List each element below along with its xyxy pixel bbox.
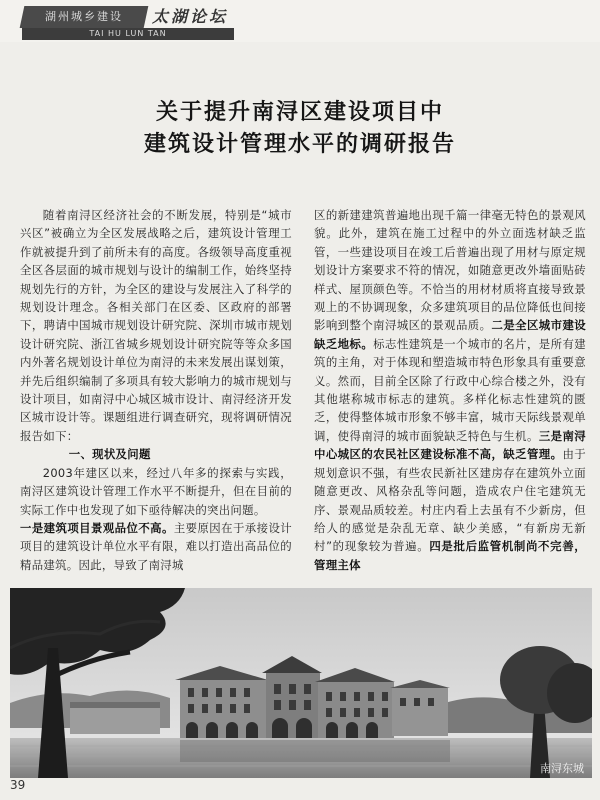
- header-strip: [0, 0, 600, 42]
- point1-heading: 一是建筑项目景观品位不高。: [20, 520, 174, 535]
- section-heading: 一、现状及问题: [68, 447, 151, 462]
- right-text-b: 标志性建筑是一个城市的名片，是所有建筑的主角，对于体现和塑造城市特色形象具有重要意义。然而，目前全区除了行政中心综合楼之外，没有其他堪称城市标志的建筑。多样化标志性建筑的匮乏，使得整体城市形象不够丰富，城市天际线景观单调，使得南浔的城市面貌缺乏特色与生机。: [314, 336, 586, 443]
- town-photo-illustration: [10, 588, 592, 778]
- right-paragraph: [314, 206, 586, 574]
- town-photo: [10, 588, 592, 778]
- page-number: 39: [10, 778, 26, 792]
- right-text-a: 区的新建建筑普遍地出现千篇一律毫无特色的景观风貌。此外，建筑在施工过程中的外立面选材缺乏监管，一些建设项目在竣工后普遍出现了用材与原定规划设计方案要求不符的情况，如随意更改外墙面贴砖样式、屋顶颜色等。不恰当的用材材质将直接导致景观上的不协调现象，众多建筑项目的品位降低也间接影响到整个南浔城区的景观品质。: [314, 208, 586, 333]
- intro-paragraph: 随着南浔区经济社会的不断发展，特别是“城市兴区”被确立为全区发展战略之后，建筑设计管理工作就被提升到了前所未有的高度。各级领导高度重视全区各层面的城市规划与设计的编制工作，始终坚持规划先行的方针，为全区的建设与发展注入了科学的规划设计理念。各相关部门在区委、区政府的部署下，聘请中国城市规划设计研究院、深圳市城市规划设计研究院、浙江省城乡规划设计研究院等等众多国内外著名规划设计单位为南浔的未来发展出谋划策，并先后组织编制了多项具有较大影响力的城市规划与设计项目，如南浔中心城区城市设计、南浔经济开发区城市设计等。课题组进行调查研究，现将调研情况报告如下：: [20, 208, 292, 443]
- left-column: [20, 206, 292, 574]
- section-tab: 湖州城乡建设: [20, 6, 149, 28]
- article-title-line1: 关于提升南浔区建设项目中: [155, 100, 444, 125]
- column-pinyin: TAI HU LUN TAN: [22, 28, 234, 40]
- right-text-c: 由于规划意识不强，有些农民新社区建房存在建筑外立面随意更改、风格杂乱等问题，造成农户住宅建筑无序、景观品质较差。村庄内看上去虽有不少新房，但给人的感觉是杂乱无章、缺少美感，“有新房无新村”的现象较为普遍。: [314, 447, 586, 554]
- column-name: 太湖论坛: [152, 7, 229, 26]
- point1-text: 主要原因在于承接设计项目的建筑设计单位水平有限，难以打造出高品位的精品建筑。因此，导致了南浔城: [20, 520, 292, 572]
- point2-heading: 二是全区城市建设缺乏地标。: [314, 318, 586, 351]
- point4-heading: 四是批后监管机制尚不完善，管理主体: [314, 539, 586, 572]
- article-title-line2: 建筑设计管理水平的调研报告: [143, 132, 456, 157]
- paragraph-3: [20, 519, 292, 574]
- right-column: [314, 206, 586, 574]
- paragraph-2: 2003年建区以来，经过八年多的探索与实践，南浔区建筑设计管理工作水平不断提升，但在目前的实际工作中也发现了如下亟待解决的突出问题。: [20, 465, 292, 517]
- point3-heading: 三是南浔中心城区的农民社区建设标准不高，缺乏管理。: [314, 428, 586, 462]
- photo-credit: 南浔东城: [540, 763, 584, 775]
